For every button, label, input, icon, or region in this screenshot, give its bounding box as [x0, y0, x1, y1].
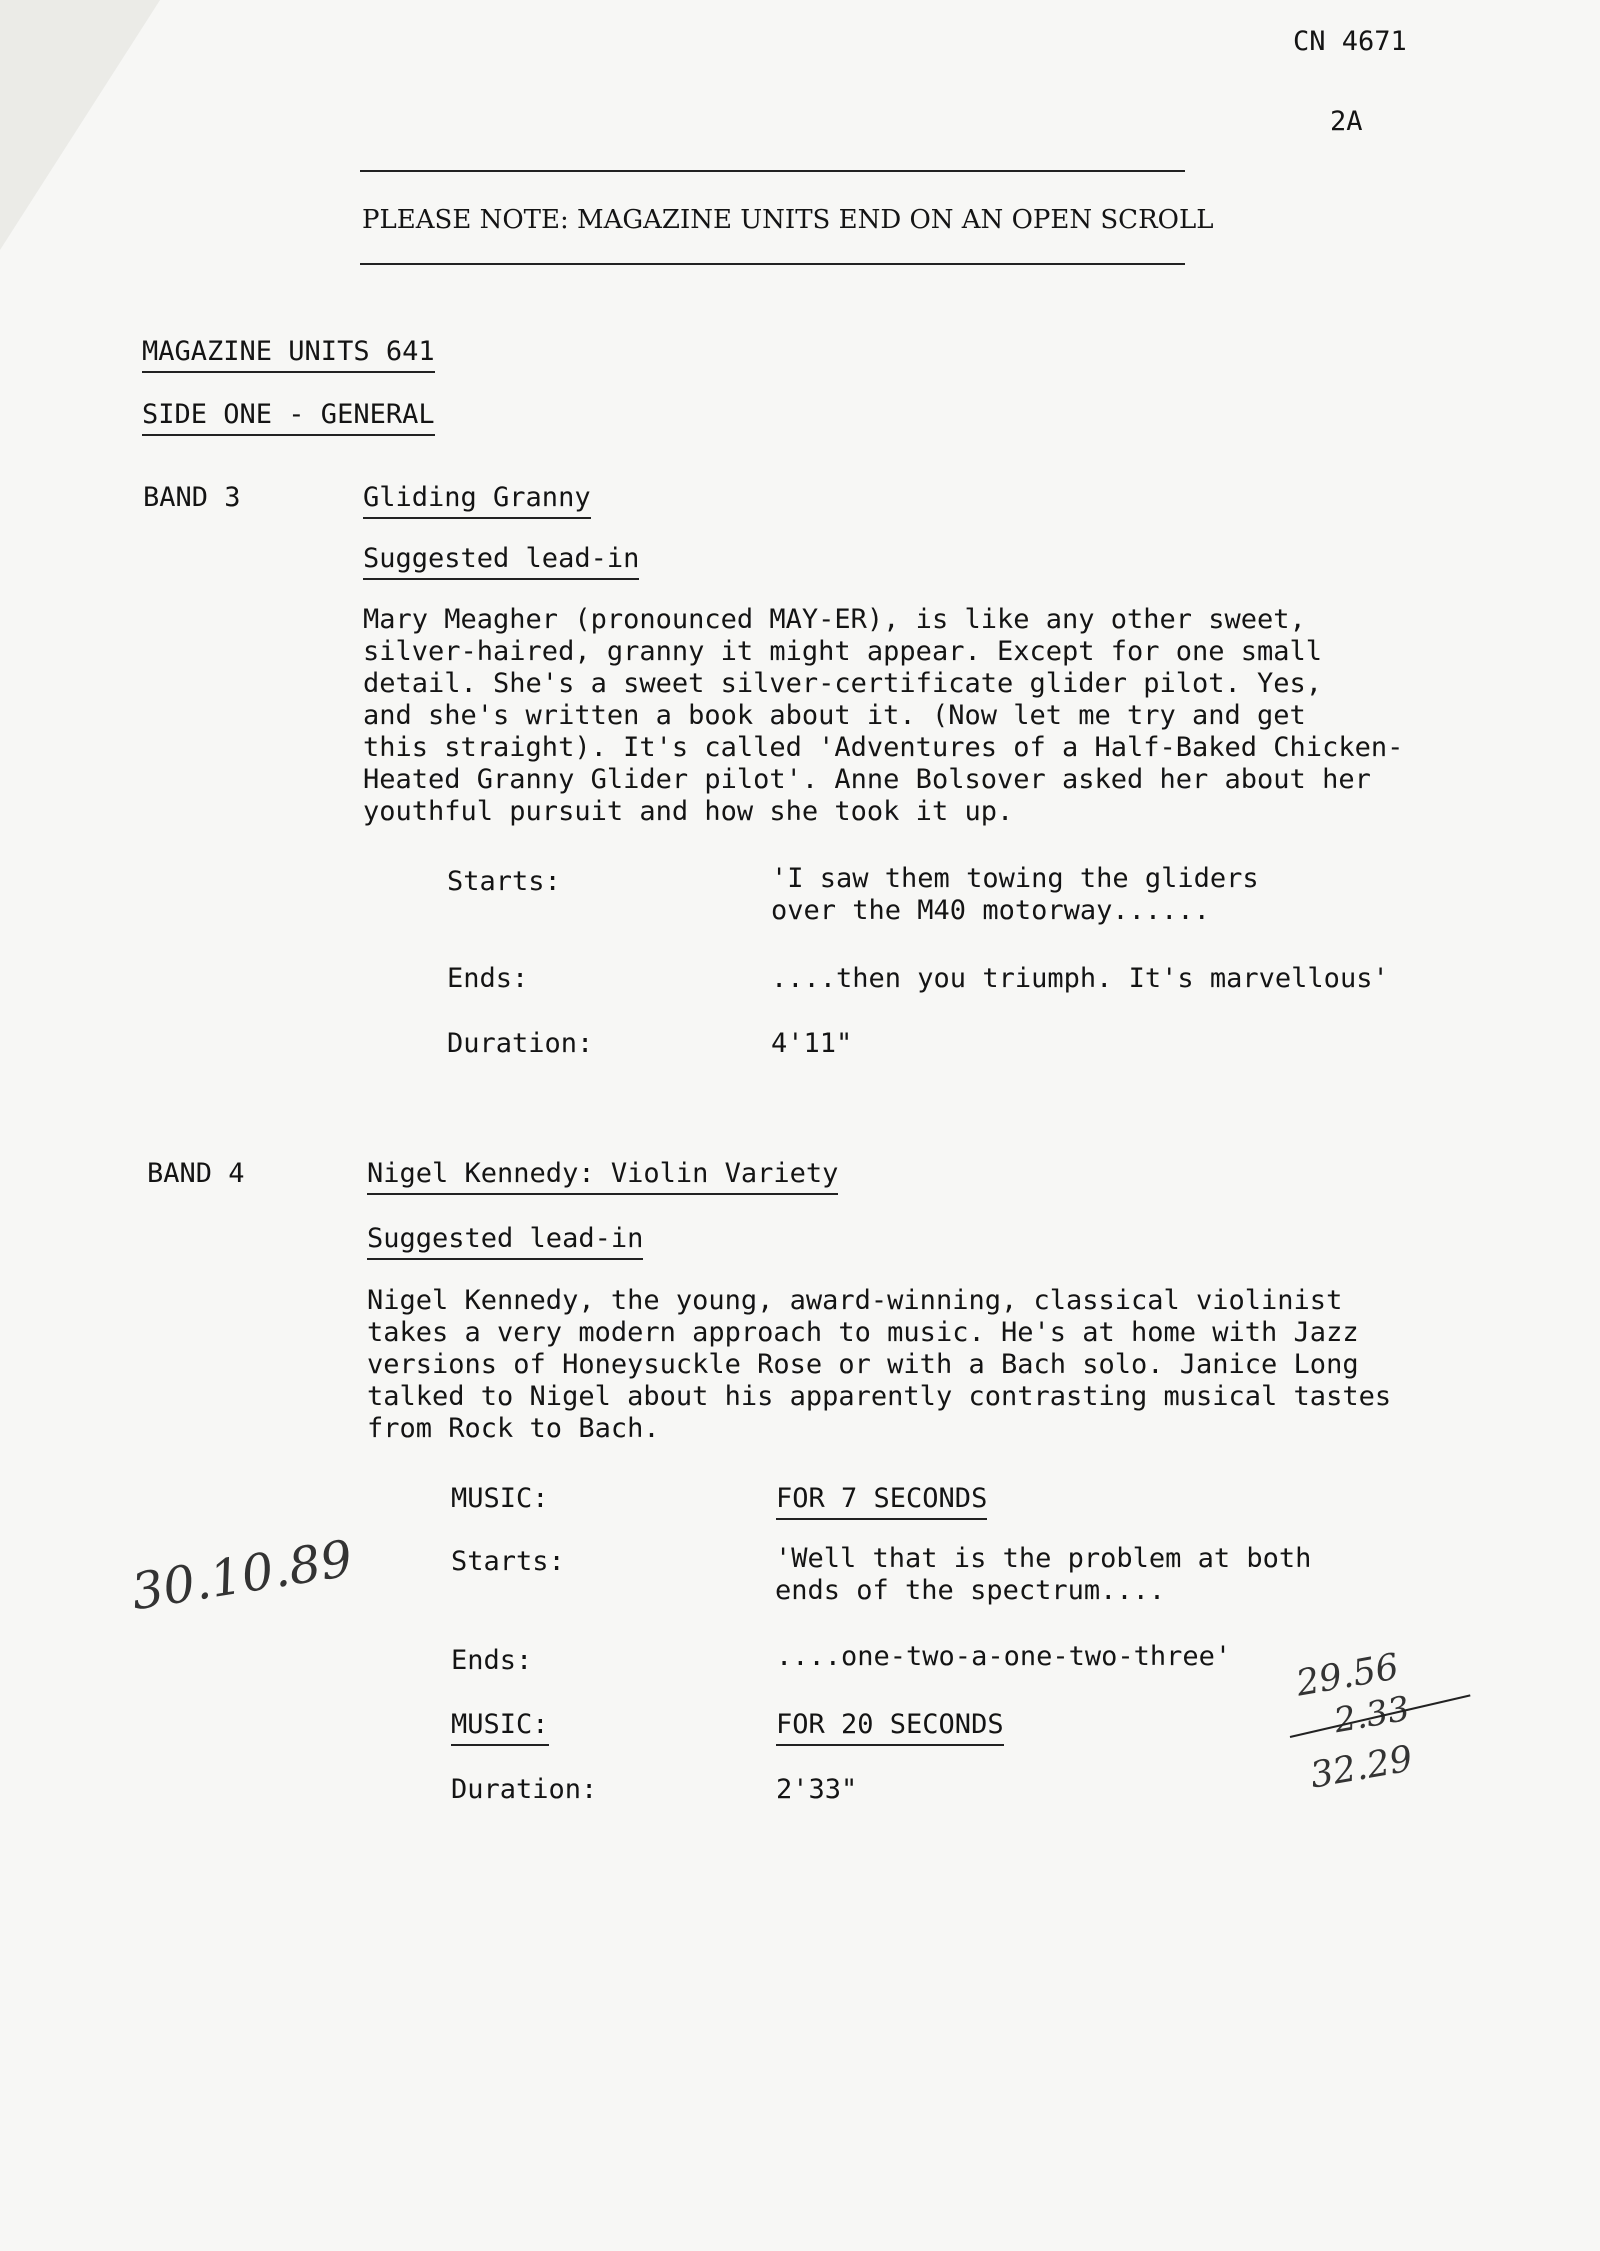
band-3-starts-value: 'I saw them towing the gliders over the M40 motorway......: [771, 863, 1259, 926]
notice-bottom-rule: [360, 263, 1185, 265]
band-4-music-1-label: MUSIC:: [451, 1483, 549, 1514]
handwritten-sum-first: 29.56: [1293, 1646, 1402, 1705]
band-4-ends-value: ....one-two-a-one-two-three': [776, 1641, 1232, 1672]
band-4-duration-label: Duration:: [451, 1774, 598, 1805]
handwritten-sum-total: 32.29: [1307, 1738, 1416, 1797]
band-4-music-2-value: FOR 20 SECONDS: [776, 1711, 1004, 1746]
band-3-title: Gliding Granny: [363, 484, 591, 519]
band-4-ends-label: Ends:: [451, 1645, 533, 1676]
band-3-lead-heading: Suggested lead-in: [363, 545, 639, 580]
section-title: MAGAZINE UNITS 641: [142, 338, 435, 373]
band-3-ends-value: ....then you triumph. It's marvellous': [771, 963, 1389, 994]
reference-number: CN 4671: [1293, 26, 1407, 57]
open-scroll-notice: PLEASE NOTE: MAGAZINE UNITS END ON AN OPEN SCROLL: [362, 205, 1214, 235]
handwritten-sum-second: 2.33: [1331, 1688, 1413, 1742]
band-4-music-2-label: MUSIC:: [451, 1711, 549, 1746]
band-3-duration-label: Duration:: [447, 1028, 594, 1059]
band-3-lead-text: Mary Meagher (pronounced MAY-ER), is like any other sweet, silver-haired, granny it might appear. Except for one small detail. She's a sweet silver-certificate glider pilot. Yes, and she's written a book about it. (Now let me try and get this straight). It's called 'Adventures of a Half-Baked Chicken- Heated Granny Glider pilot'. Anne Bolsover asked her about her youthful pursuit and how she took it up.: [363, 604, 1404, 827]
band-4-lead-heading: Suggested lead-in: [367, 1225, 643, 1260]
band-4-starts-label: Starts:: [451, 1546, 565, 1577]
band-4-lead-text: Nigel Kennedy, the young, award-winning, classical violinist takes a very modern approach to music. He's at home with Jazz versions of Honeysuckle Rose or with a Bach solo. Janice Long talked to Nigel about his apparently contrasting musical tastes from Rock to Bach.: [367, 1285, 1392, 1444]
folded-corner: [0, 0, 160, 250]
handwritten-date: 30.10.89: [127, 1529, 357, 1622]
side-heading: SIDE ONE - GENERAL: [142, 401, 435, 436]
band-3-ends-label: Ends:: [447, 963, 529, 994]
band-3-label: BAND 3: [143, 482, 241, 513]
band-4-starts-value: 'Well that is the problem at both ends of the spectrum....: [775, 1543, 1312, 1606]
notice-top-rule: [360, 170, 1185, 172]
band-3-duration-value: 4'11": [771, 1028, 853, 1059]
band-3-starts-label: Starts:: [447, 866, 561, 897]
band-4-music-1-value: FOR 7 SECONDS: [776, 1485, 987, 1520]
band-4-title: Nigel Kennedy: Violin Variety: [367, 1160, 838, 1195]
band-4-label: BAND 4: [147, 1158, 245, 1189]
band-4-duration-value: 2'33": [776, 1774, 858, 1805]
page-number: 2A: [1330, 106, 1363, 137]
